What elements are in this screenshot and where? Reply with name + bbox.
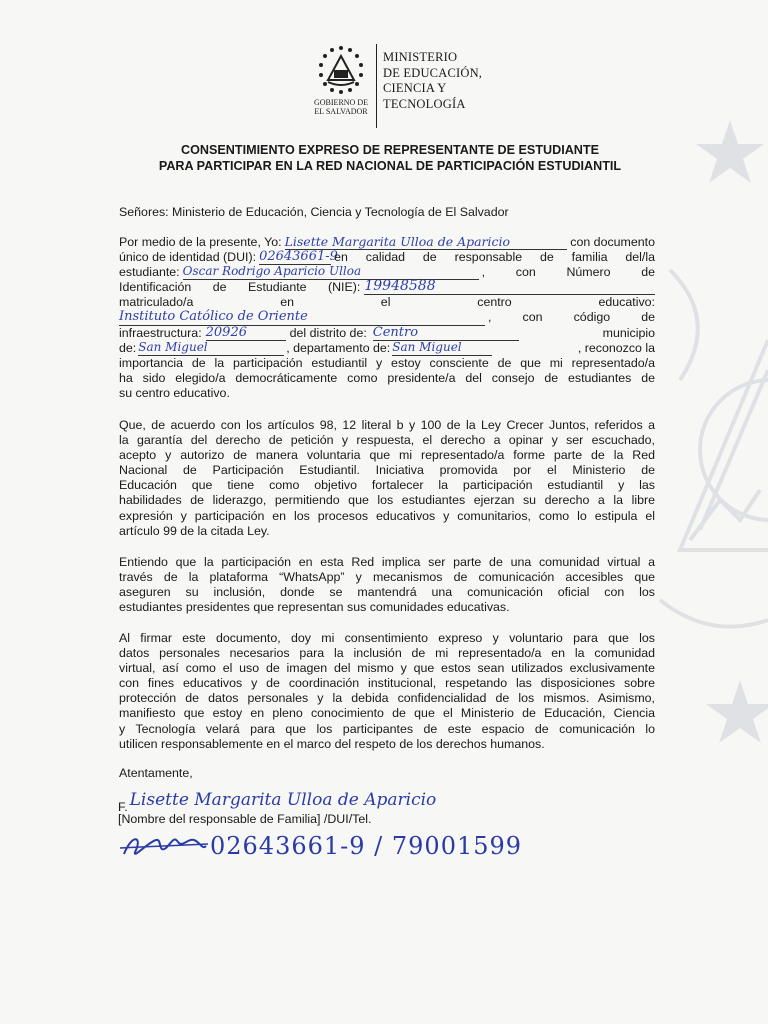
department-field: San Miguel <box>392 341 492 356</box>
form-line-5: matriculado/a en el centro educativo: <box>119 295 655 310</box>
dui-phone-handwritten: 02643661-9 / 79001599 <box>210 832 523 860</box>
representative-name-field: Lisette Margarita Ulloa de Aparicio <box>285 235 568 250</box>
letterhead <box>310 44 482 126</box>
paragraph-legal-basis: Que, de acuerdo con los artículos 98, 12 literal b y 100 de la Ley Crecer Juntos, referidos a la garantía del derecho de petición y respuesta, el derecho a opinar y ser escuchado, acepto y autorizo de manera voluntaria que mi representado/a forme parte de la Red Nacional de Participación Estudiantil. Iniciativa promovida por el Ministerio de Educación que tiene como objetivo fortalecer la participación estudiantil y las habilidades de liderazgo, permitiendo que los estudiantes ejerzan su derecho a la libre expresión y participación en los procesos educativos y comunitarios, como lo estipula el artículo 99 de la citada Ley. <box>119 418 655 538</box>
school-field: Instituto Católico de Oriente <box>119 310 485 325</box>
paragraph-data-consent: Al firmar este documento, doy mi consentimiento expreso y voluntario para que los datos personales necesarios para la inclusión de mi representado/a en la comunidad virtual, así como el uso de imagen del mismo y que estos sean utilizados exclusivamente con fines educativos y de coordinación institucional, respetando las disposiciones sobre protección de datos personales y la debida confidencialidad de los mismos. Asimismo, manifiesto que estoy en pleno conocimiento de que el Ministerio de Educación, Ciencia y Tecnología velará para que los participantes de este espacio de comunicación lo utilicen responsablemente en el marco del respeto de los derechos humanos. <box>119 631 655 751</box>
form-line-1: Por medio de la presente, Yo: Lisette Margarita Ulloa de Aparicio con documento <box>119 234 655 249</box>
municipality-field: San Miguel <box>138 341 284 356</box>
signature-caption: [Nombre del responsable de Familia] /DUI/Tel. <box>118 812 372 826</box>
ministry-name: MINISTERIO DE EDUCACIÓN, CIENCIA Y TECNOLOGÍA <box>383 50 483 111</box>
form-line-11: su centro educativo. <box>119 385 230 400</box>
form-line-4: Identificación de Estudiante (NIE): 19948588 <box>119 280 655 295</box>
district-field: Centro <box>373 326 519 341</box>
handwritten-signature <box>118 828 210 868</box>
header-divider <box>376 44 377 128</box>
form-line-3: estudiante: Oscar Rodrigo Aparicio Ulloa , con Número de <box>119 264 655 280</box>
signature-block <box>118 782 538 882</box>
form-line-9: importancia de la participación estudiantil y estoy consciente de que mi representado/a <box>119 355 655 370</box>
student-name-field: Oscar Rodrigo Aparicio Ulloa <box>183 265 479 280</box>
government-label: GOBIERNO DE EL SALVADOR <box>314 98 368 116</box>
signature-name: Lisette Margarita Ulloa de Aparicio <box>129 790 437 810</box>
form-line-2: único de identidad (DUI): 02643661-9 en calidad de responsable de familia del/la <box>119 249 655 265</box>
national-seal-icon <box>316 44 366 96</box>
document-title: CONSENTIMIENTO EXPRESO DE REPRESENTANTE DE ESTUDIANTE PARA PARTICIPAR EN LA RED NACIONAL DE PARTICIPACIÓN ESTUDIANTIL <box>158 143 622 173</box>
salutation: Señores: Ministerio de Educación, Ciencia y Tecnología de El Salvador <box>119 205 509 219</box>
form-line-8: de: San Miguel , departamento de: San Miguel , reconozco la <box>119 339 655 355</box>
nie-field: 19948588 <box>364 280 655 295</box>
closing-regards: Atentamente, <box>119 766 193 780</box>
dui-field: 02643661-9 <box>259 249 338 265</box>
government-logo <box>310 44 372 116</box>
signature-line: F. Lisette Margarita Ulloa de Aparicio <box>118 790 437 814</box>
form-line-7: infraestructura: 20926 del distrito de: Centro municipio <box>119 324 655 340</box>
form-line-6: Instituto Católico de Oriente , con código de <box>119 309 655 325</box>
paragraph-whatsapp-community: Entiendo que la participación en esta Red implica ser parte de una comunidad virtual a través de la plataforma “WhatsApp” y mecanismos de comunicación accesibles que aseguren su inclusión, donde se mantendrá una comunicación oficial con los estudiantes presidentes que representan sus comunidades educativas. <box>119 555 655 615</box>
consent-form-paragraph <box>119 235 655 401</box>
form-line-10: ha sido elegido/a democráticamente como presidente/a del consejo de estudiantes de <box>119 370 655 385</box>
infrastructure-code-field: 20926 <box>206 326 286 341</box>
